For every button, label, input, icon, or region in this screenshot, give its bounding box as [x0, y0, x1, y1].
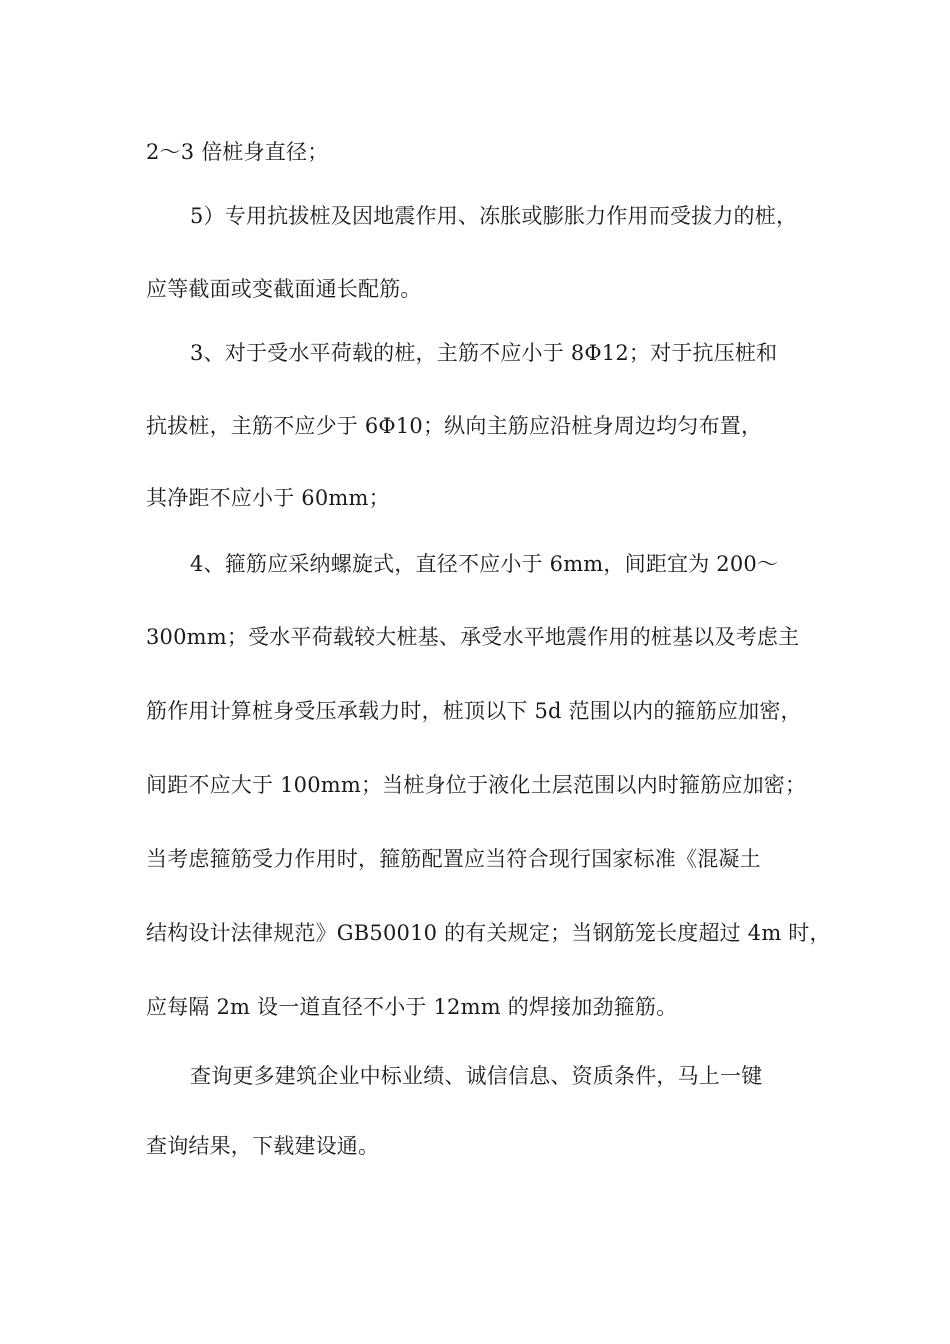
text-line-4: 3、对于受水平荷载的桩，主筋不应小于 8Φ12；对于抗压桩和 — [190, 341, 778, 365]
text-line-6: 其净距不应小于 60mm； — [146, 486, 390, 510]
text-line-14: 查询更多建筑企业中标业绩、诚信信息、资质条件，马上一键 — [190, 1064, 763, 1088]
text-line-5: 抗拔桩，主筋不应少于 6Φ10；纵向主筋应沿桩身周边均匀布置， — [146, 414, 763, 438]
text-line-3: 应等截面或变截面通长配筋。 — [146, 277, 422, 301]
text-line-11: 当考虑箍筋受力作用时，箍筋配置应当符合现行国家标准《混凝土 — [146, 847, 761, 871]
text-line-12: 结构设计法律规范》GB50010 的有关规定；当钢筋笼长度超过 4m 时， — [146, 921, 831, 945]
text-line-2: 5）专用抗拔桩及因地震作用、冻胀或膨胀力作用而受拔力的桩， — [190, 204, 798, 228]
text-line-15: 查询结果，下载建设通。 — [146, 1134, 380, 1158]
text-line-8: 300mm；受水平荷载较大桩基、承受水平地震作用的桩基以及考虑主 — [146, 625, 800, 649]
text-line-1: 2～3 倍桩身直径； — [146, 140, 329, 164]
text-line-13: 应每隔 2m 设一道直径不小于 12mm 的焊接加劲箍筋。 — [146, 995, 678, 1019]
text-line-10: 间距不应大于 100mm；当桩身位于液化土层范围以内时箍筋应加密； — [146, 773, 807, 797]
text-line-7: 4、箍筋应采纳螺旋式，直径不应小于 6mm，间距宜为 200～ — [190, 552, 779, 576]
text-line-9: 筋作用计算桩身受压承载力时，桩顶以下 5d 范围以内的箍筋应加密， — [146, 699, 802, 723]
